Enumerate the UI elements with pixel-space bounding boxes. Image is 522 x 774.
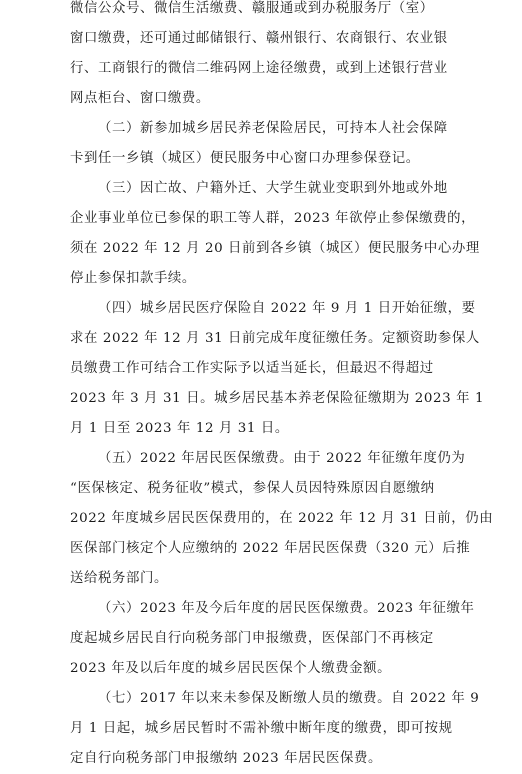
text-line: 行、工商银行的微信二维码网上途径缴费，或到上述银行营业 (70, 61, 448, 76)
text-line: （二）新参加城乡居民养老保险居民，可持本人社会保障 (98, 121, 448, 136)
text-line: 送给税务部门。 (70, 571, 168, 586)
text-line: 医保部门核定个人应缴纳的 2022 年居民医保费（320 元）后推 (70, 541, 471, 556)
text-line: 停止参保扣款手续。 (70, 271, 196, 286)
text-line: 2023 年 3 月 31 日。城乡居民基本养老保险征缴期为 2023 年 1 (70, 391, 485, 406)
text-line: 月 1 日至 2023 年 12 月 31 日。 (70, 421, 289, 436)
text-line: 2022 年度城乡居民医保费用的，在 2022 年 12 月 31 日前，仍由 (70, 511, 494, 526)
text-line: 员缴费工作可结合工作实际予以适当延长，但最迟不得超过 (70, 361, 434, 376)
text-line: 须在 2022 年 12 月 20 日前到各乡镇（城区）便民服务中心办理 (70, 241, 480, 256)
text-line: 微信公众号、微信生活缴费、赣服通或到办税服务厅（室） (70, 1, 434, 16)
text-line: 窗口缴费，还可通过邮储银行、赣州银行、农商银行、农业银 (70, 31, 448, 46)
text-line: 卡到任一乡镇（城区）便民服务中心窗口办理参保登记。 (70, 151, 420, 166)
text-line: （四）城乡居民医疗保险自 2022 年 9 月 1 日开始征缴，要 (98, 301, 476, 316)
text-line: （三）因亡故、户籍外迁、大学生就业变职到外地或外地 (98, 181, 448, 196)
paragraph-item-4 (70, 294, 485, 444)
text-line: 网点柜台、窗口缴费。 (70, 91, 210, 106)
text-line: 求在 2022 年 12 月 31 日前完成年度征缴任务。定额资助参保人 (70, 331, 480, 346)
paragraph-item-6 (70, 594, 475, 684)
text-line: 2023 年及以后年度的城乡居民医保个人缴费金额。 (70, 661, 392, 676)
text-line: “医保核定、税务征收”模式，参保人员因特殊原因自愿缴纳 (70, 481, 435, 496)
paragraph-item-5 (70, 444, 494, 594)
text-line: 月 1 日起，城乡居民暂时不需补缴中断年度的缴费，即可按规 (70, 721, 453, 736)
text-line: （七）2017 年以来未参保及断缴人员的缴费。自 2022 年 9 (98, 691, 480, 706)
paragraph-item-7 (70, 684, 480, 774)
text-line: 度起城乡居民自行向税务部门申报缴费，医保部门不再核定 (70, 631, 434, 646)
paragraph-intro-continuation (70, 0, 460, 114)
text-line: （五）2022 年居民医保缴费。由于 2022 年征缴年度仍为 (98, 451, 466, 466)
text-line: 定自行向税务部门申报缴纳 2023 年居民医保费。 (70, 751, 383, 766)
paragraph-item-2 (70, 114, 460, 174)
paragraph-item-3 (70, 174, 480, 294)
text-line: 企业事业单位已参保的职工等人群，2023 年欲停止参保缴费的， (70, 211, 476, 226)
text-line: （六）2023 年及今后年度的居民医保缴费。2023 年征缴年 (98, 601, 475, 616)
